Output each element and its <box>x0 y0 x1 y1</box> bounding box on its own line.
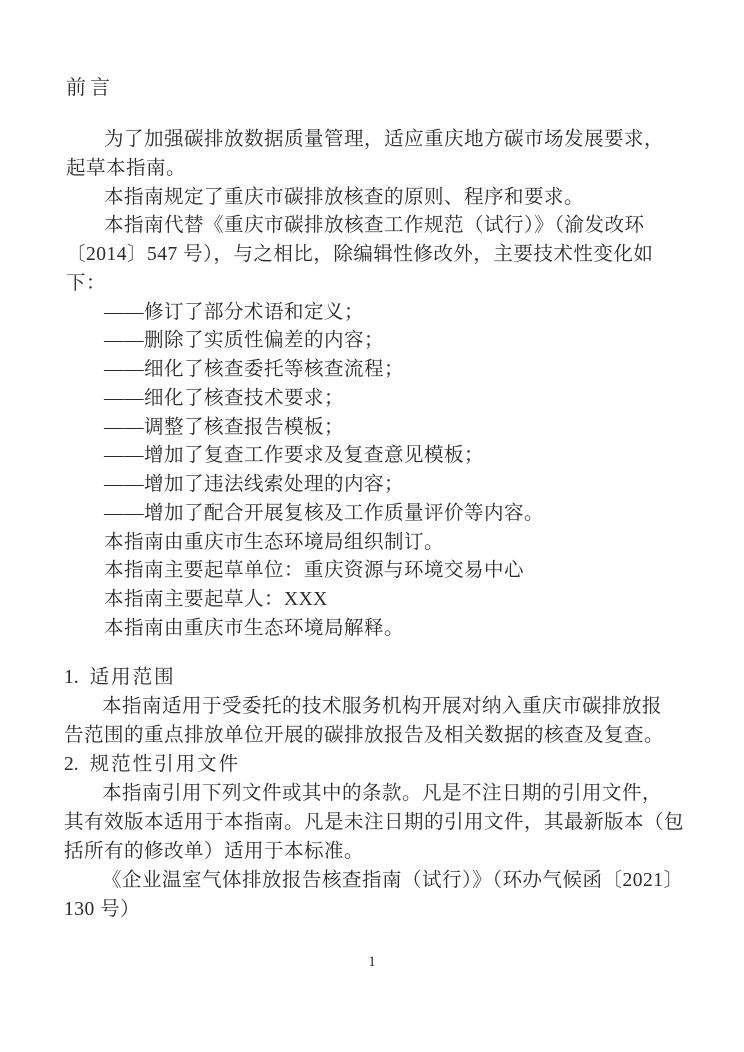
preface-heading: 前言 <box>66 77 114 99</box>
change-list-item: ——增加了违法线索处理的内容； <box>104 474 405 495</box>
section-1-title: 适用范围 <box>89 667 176 688</box>
preface-body <box>66 126 686 644</box>
text-line: 本指南由重庆市生态环境局解释。 <box>104 617 405 639</box>
text-line: 括所有的修改单）适用于本标准。 <box>64 841 365 862</box>
text-line: 为了加强碳排放数据质量管理，适应重庆地方碳市场发展要求， <box>104 129 665 150</box>
section-2-heading <box>64 750 688 779</box>
text-line: 本指南由重庆市生态环境局组织制订。 <box>104 531 445 553</box>
text-line: 起草本指南。 <box>66 157 187 179</box>
text-line: 下： <box>66 272 107 294</box>
change-list-item: ——增加了配合开展复核及工作质量评价等内容。 <box>104 502 545 524</box>
text-line: 本指南引用下列文件或其中的条款。凡是不注日期的引用文件， <box>102 783 663 804</box>
text-line: 本指南规定了重庆市碳排放核查的原则、程序和要求。 <box>104 186 585 208</box>
referenced-document-line: 130 号） <box>64 899 141 920</box>
change-list-item: ——调整了核查报告模板； <box>104 416 345 438</box>
text-line: 本指南适用于受委托的技术服务机构开展对纳入重庆市碳排放报 <box>102 696 663 717</box>
text-line: 本指南主要起草人：XXX <box>104 589 328 610</box>
text-line: 本指南代替《重庆市碳排放核查工作规范（试行）》（渝发改环 <box>104 215 645 237</box>
section-2-number: 2. <box>64 754 79 775</box>
sections-body <box>64 663 688 924</box>
section-1-heading <box>64 663 688 692</box>
page-number: 1 <box>368 954 376 970</box>
text-line: 本指南主要起草单位：重庆资源与环境交易中心 <box>104 560 525 582</box>
text-line: 其有效版本适用于本指南。凡是未注日期的引用文件，其最新版本（包 <box>64 812 685 833</box>
text-line: 〔2014〕547 号），与之相比，除编辑性修改外，主要技术性变化如 <box>66 244 654 265</box>
change-list-item: ——修订了部分术语和定义； <box>104 301 365 323</box>
change-list-item: ——细化了核查委托等核查流程； <box>104 359 405 380</box>
section-2-title: 规范性引用文件 <box>89 754 241 775</box>
change-list-item: ——细化了核查技术要求； <box>104 387 345 409</box>
text-line: 告范围的重点排放单位开展的碳排放报告及相关数据的核查及复查。 <box>64 725 665 746</box>
referenced-document-line: 《企业温室气体排放报告核查指南（试行）》（环办气候函〔2021〕 <box>102 870 684 891</box>
section-1-number: 1. <box>64 667 79 688</box>
change-list-item: ——删除了实质性偏差的内容； <box>104 330 385 352</box>
change-list-item: ——增加了复查工作要求及复查意见模板； <box>104 445 485 467</box>
